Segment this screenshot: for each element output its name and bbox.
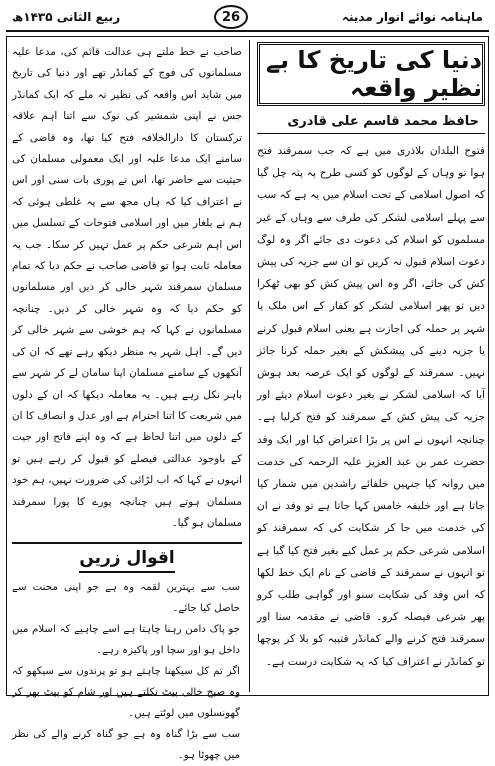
saying-item: اگر تم کل سیکھنا چاہتے ہو تو پرندوں سے سیکھو کہ وہ صبح خالی پیٹ نکلتے ہیں اور شام کو پیٹ بھر کر گھونسلوں میں لوٹتے ہیں۔ [12, 665, 240, 719]
continuation-column [12, 42, 242, 761]
page-number: 26 [214, 5, 248, 29]
page-header [6, 4, 489, 32]
article-title: دنیا کی تاریخ کا بے نظیر واقعہ [257, 42, 485, 106]
continuation-body: صاحب نے خط ملتے ہی عدالت قائم کی، مدعا علیہ مسلمانوں کی فوج کے کمانڈر تھے اور دنیا کی تاریخ میں شاید اس واقعہ کی نظیر نہ ملے کہ ایک کمانڈر جس نے اپنی شمشیر کی نوک سے اتنا اہم علاقہ ترکستان کا دارالخلافہ فتح کیا تھا، وہ قاضی کے سامنے ایک مدعا علیہ اور ایک معمولی مسلمان کی حیثیت سے حاضر تھا، اس نے پوری بات سنی اور اس نے اعتراف کیا کہ ہاں مجھ سے یہ غلطی ہوئی کہ ہم نے یلغار میں اور اسلامی فتوحات کے تسلسل میں اس اہم شرعی حکم پر عمل نہیں کر سکا۔ جب یہ معاملہ ثابت ہوا تو قاضی صاحب نے حکم دیا کہ تمام مسلمان سمرقند شہر خالی کر دیں اور مسلمانوں کو حکم دیا کہ وہ شہر خالی کر دیں۔ چنانچہ مسلمانوں نے کہا کہ ہم خوشی سے شہر خالی کر دیں گے۔ اہل شہر یہ منظر دیکھ رہے تھے کہ ان کی آنکھوں کے سامنے مسلمان اپنا سامان لے کر شہر سے باہر نکل رہے ہیں۔ یہ معاملہ دیکھا کہ ان کے دلوں میں شریعت کا اتنا احترام ہے اور عدل و انصاف کا ان کے دلوں میں اتنا لحاظ ہے کہ وہ اپنے فاتح اور جیت کے باوجود عدالتی فیصلے کو قبول کر رہے ہیں تو انہوں نے کہا کہ اب لڑائی کی ضرورت نہیں، ہم خود مسلمان ہوتے ہیں چنانچہ پورے کا پورا سمرقند مسلمان ہو گیا۔ [12, 46, 242, 529]
article-column [257, 42, 485, 692]
author-divider [257, 133, 485, 134]
sayings-divider [12, 542, 242, 544]
article-body: فتوح البلدان بلاذری میں ہے کہ جب سمرقند فتح ہوا تو وہاں کے لوگوں کو کسی طرح یہ پتہ چل گیا کہ اصول اسلامی کے تحت اسلام میں یہ ہے کہ سب سے پہلے اسلامی لشکر کی طرف سے وہاں کے غیر مسلموں کو اسلام کی دعوت دی جائے اگر وہ لوگ دعوت اسلام قبول نہ کریں تو ان سے جزیہ کی پیش کش کی جائے، اگر وہ اس پیش کش کو بھی ٹھکرا دیں تو پھر اسلامی لشکر کو کفار کے اس ملک یا شہر پر حملہ کی اجازت ہے یعنی اسلام قبول کرنے یا جزیہ دینے کی پیشکش کے بغیر حملہ کرنا جائز نہیں۔ سمرقند کے لوگوں کو ایک عرصہ بعد ہوش آیا کہ اسلامی لشکر نے بغیر دعوت اسلام دیئے اور جزیہ کی پیش کش کے سمرقند کو فتح کرلیا ہے۔ چنانچہ انہوں نے اس پر بڑا اعتراض کیا اور ایک وفد حضرت عمر بن عبد العزیز علیہ الرحمہ کی خدمت میں روانہ کیا جنہیں خلفائے راشدین میں شمار کیا جاتا ہے اور خلیفہ خامس کہا جاتا ہے تو وفد نے ان کی خدمت میں جا کر شکایت کی کہ سمرقند کو اسلامی شرعی حکم پر عمل کیے بغیر فتح کیا گیا ہے تو انہوں نے سمرقند کے قاضی کے نام ایک خط لکھا کہ اس وفد کی شکایت سنو اور گواہی طلب کرو پھر شرعی فیصلہ کرو۔ قاضی نے مقدمہ سنا اور سمرقند فتح کرنے والے کمانڈر قتیبہ کو بلا کر پوچھا تو کمانڈر نے اعتراف کیا کہ یہ شکایت درست ہے۔ [257, 145, 485, 668]
saying-item: جو پاک دامن رہنا چاہتا ہے اسے چاہیے کہ اسلام میں داخل ہو اور سچا اور پاکیزہ رہے۔ [12, 623, 240, 656]
column-divider [249, 40, 250, 692]
saying-item: سب سے بڑا گناہ وہ ہے جو گناہ کرنے والے کی نظر میں چھوٹا ہو۔ [12, 728, 240, 761]
magazine-name: ماہنامہ نوائے انوار مدینہ [341, 10, 483, 24]
sayings-title: اقوال زریں [12, 548, 242, 573]
article-author: حافظ محمد قاسم علی قادری [287, 114, 479, 129]
saying-item: سب سے بہترین لقمہ وہ ہے جو اپنی محنت سے حاصل کیا جائے۔ [12, 581, 240, 614]
issue-date: ربیع الثانی ۱۴۳۵ھ [12, 10, 121, 24]
